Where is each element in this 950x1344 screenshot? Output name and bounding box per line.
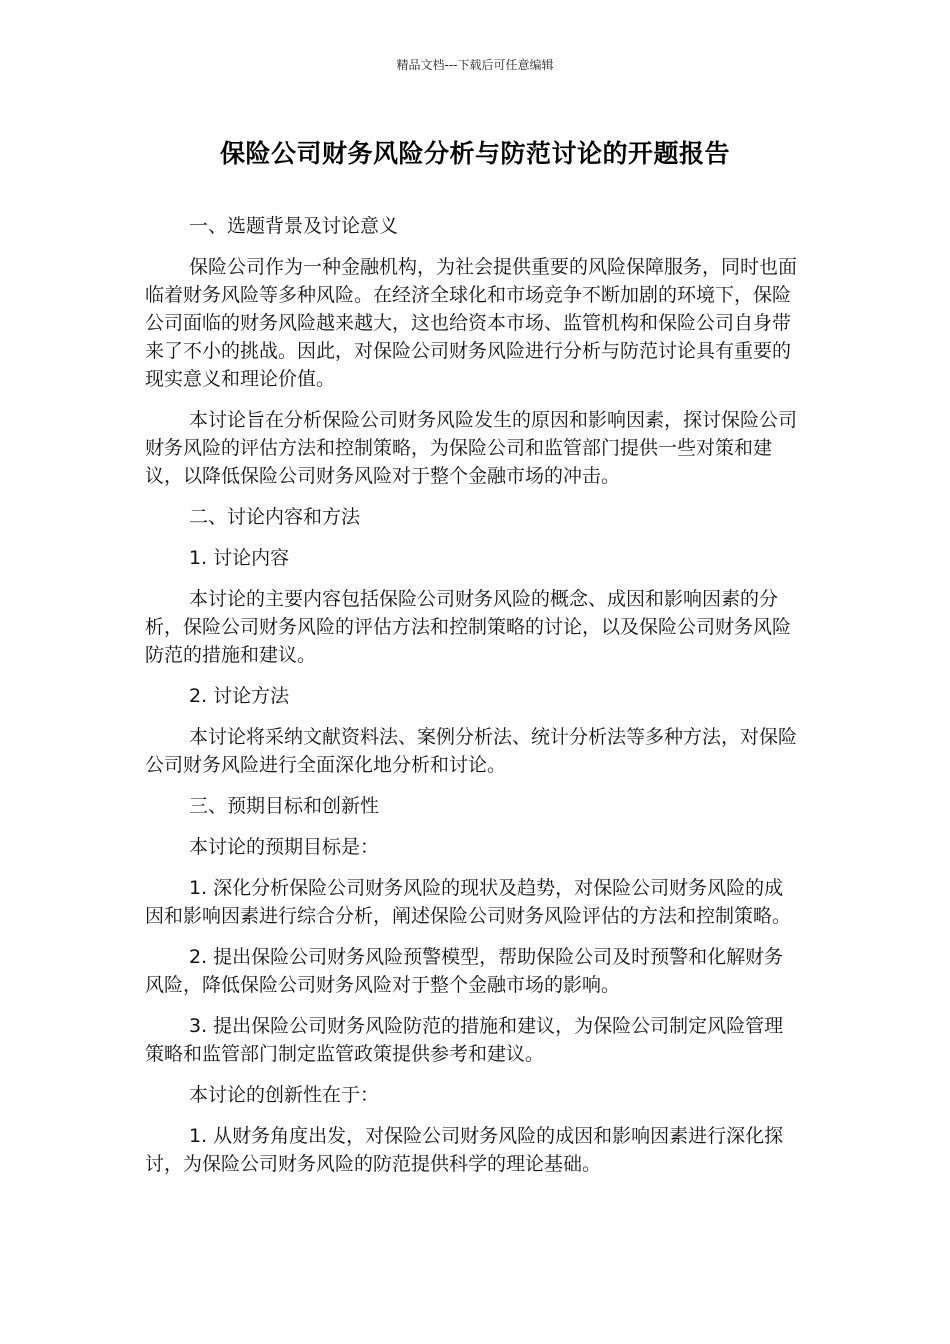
paragraph-background-1: 保险公司作为一种金融机构，为社会提供重要的风险保障服务，同时也面临着财务风险等多种风险。在经济全球化和市场竞争不断加剧的环境下，保险公司面临的财务风险越来越大，这也给资本市场、监管机构和保险公司自身带来了不小的挑战。因此，对保险公司财务风险进行分析与防范讨论具有重要的现实意义和理论价值。 [145, 256, 798, 390]
paragraph-content: 本讨论的主要内容包括保险公司财务风险的概念、成因和影响因素的分析，保险公司财务风险的评估方法和控制策略的讨论，以及保险公司财务风险防范的措施和建议。 [145, 588, 792, 666]
paragraph-background-2: 本讨论旨在分析保险公司财务风险发生的原因和影响因素，探讨保险公司财务风险的评估方法和控制策略，为保险公司和监管部门提供一些对策和建议，以降低保险公司财务风险对于整个金融市场的冲击。 [145, 409, 798, 487]
section-heading-content-methods: 二、讨论内容和方法 [189, 506, 361, 528]
subheading-methods: 2. 讨论方法 [189, 685, 290, 707]
paragraph-goals-intro: 本讨论的预期目标是： [189, 836, 380, 858]
paragraph-goal-1: 1. 深化分析保险公司财务风险的现状及趋势，对保险公司财务风险的成因和影响因素进行综合分析，阐述保险公司财务风险评估的方法和控制策略。 [145, 877, 792, 927]
paragraph-methods: 本讨论将采纳文献资料法、案例分析法、统计分析法等多种方法，对保险公司财务风险进行全面深化地分析和讨论。 [145, 726, 798, 776]
document-title: 保险公司财务风险分析与防范讨论的开题报告 [219, 139, 730, 168]
section-heading-goals: 三、预期目标和创新性 [189, 795, 380, 817]
subheading-content: 1. 讨论内容 [189, 547, 290, 569]
paragraph-innovation-intro: 本讨论的创新性在于： [189, 1084, 380, 1106]
paragraph-innovation-1: 1. 从财务角度出发，对保险公司财务风险的成因和影响因素进行深化探讨，为保险公司财务风险的防范提供科学的理论基础。 [145, 1125, 784, 1175]
paragraph-goal-2: 2. 提出保险公司财务风险预警模型，帮助保险公司及时预警和化解财务风险，降低保险公司财务风险对于整个金融市场的影响。 [145, 946, 784, 996]
section-heading-background: 一、选题背景及讨论意义 [189, 215, 399, 237]
document-body [145, 212, 800, 1191]
header-note: 精品文档---下载后可任意编辑 [396, 58, 554, 72]
paragraph-goal-3: 3. 提出保险公司财务风险防范的措施和建议，为保险公司制定风险管理策略和监管部门制定监管政策提供参考和建议。 [145, 1015, 784, 1065]
